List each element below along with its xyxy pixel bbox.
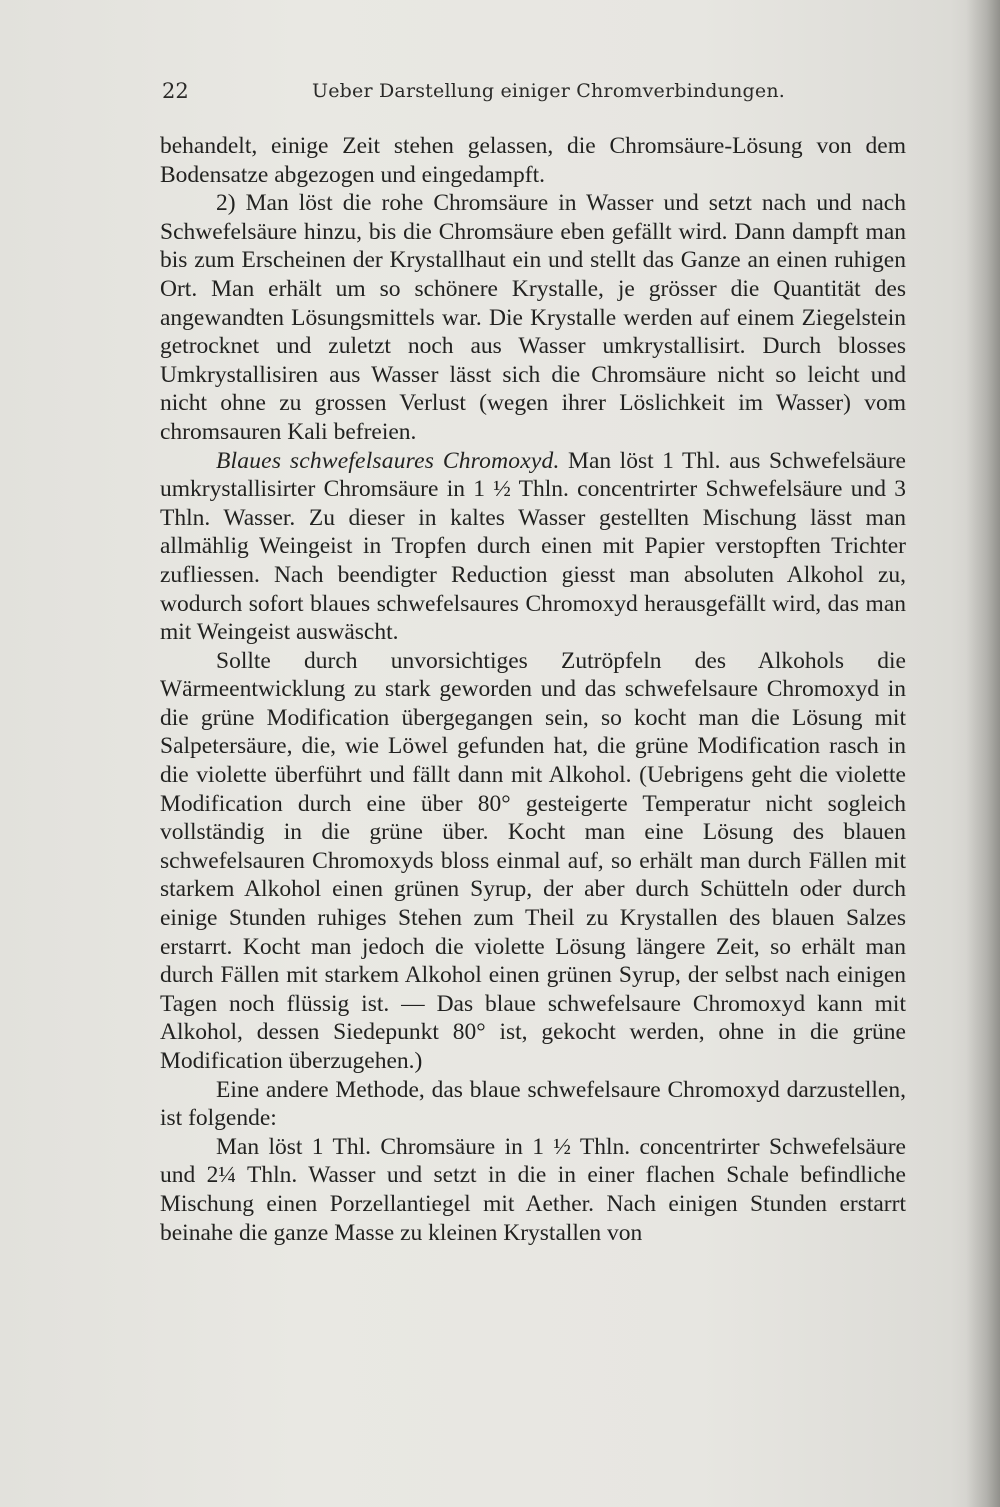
running-title: Ueber Darstellung einiger Chromverbindungen. [312,80,786,102]
paragraph: behandelt, einige Zeit stehen gelassen, die Chromsäure-Lösung von dem Bodensatze abgezogen und eingedampft. [160,133,906,188]
page-header [162,74,922,108]
paragraph: Eine andere Methode, das blaue schwefelsaure Chromoxyd darzustellen, ist folgende: [160,1076,906,1132]
paragraph: Man löst 1 Thl. Chromsäure in 1 ½ Thln. concentrirter Schwefelsäure und 2¼ Thln. Wasser und setzt in die in einer flachen Schale befindliche Mischung einen Porzellantiegel mit Aether. Nach einigen Stunden erstarrt beinahe die ganze Masse zu kleinen Krystallen von [160,1133,906,1246]
body-text [160,132,906,1247]
paragraph: Sollte durch unvorsichtiges Zutröpfeln des Alkohols die Wärmeentwicklung zu stark geworden und das schwefelsaure Chromoxyd in die grüne Modification übergegangen sein, so kocht man die Lösung mit Salpetersäure, die, wie Löwel gefunden hat, die grüne Modification rasch in die violette überführt und fällt dann mit Alkohol. (Uebrigens geht die violette Modification durch eine über 80° gesteigerte Temperatur nicht sogleich vollständig in die grüne über. Kocht man eine Lösung des blauen schwefelsauren Chromoxyds bloss einmal auf, so erhält man durch Fällen mit starkem Alkohol einen grünen Syrup, der aber durch Schütteln oder durch einige Stunden ruhiges Stehen zum Theil zu Krystallen des blauen Salzes erstarrt. Kocht man jedoch die violette Lösung längere Zeit, so erhält man durch Fällen mit starkem Alkohol einen grünen Syrup, der selbst nach einigen Tagen noch flüssig ist. — Das blaue schwefelsaure Chromoxyd kann mit Alkohol, dessen Siedepunkt 80° ist, gekocht werden, ohne in die grüne Modification überzugehen.) [160,647,906,1074]
paragraph-text: Man löst 1 Thl. aus Schwefelsäure umkrystallisirter Chromsäure in 1 ½ Thln. concentrirter Schwefelsäure und 3 Thln. Wasser. Zu dieser in kaltes Wasser gestellten Mischung lässt man allmählig Weingeist in Tropfen durch einen mit Papier verstopften Trichter zufliessen. Nach beendigter Reduction giesst man absoluten Alkohol zu, wodurch sofort blaues schwefelsaures Chromoxyd herausgefällt wird, das man mit Weingeist auswäscht. [160,447,906,646]
section-heading: Blaues schwefelsaures Chromoxyd. [216,447,560,474]
page-number: 22 [162,79,189,103]
paragraph: 2) Man löst die rohe Chromsäure in Wasser und setzt nach und nach Schwefelsäure hinzu, bis die Chromsäure eben gefällt wird. Dann dampft man bis zum Erscheinen der Krystallhaut ein und stellt das Ganze an einen ruhigen Ort. Man erhält um so schönere Krystalle, je grösser die Quantität des angewandten Lösungsmittels war. Die Krystalle werden auf einem Ziegelstein getrocknet und zuletzt noch aus Wasser umkrystallisirt. Durch blosses Umkrystallisiren aus Wasser lässt sich die Chromsäure nicht so leicht und nicht ohne zu grossen Verlust (wegen ihrer Löslichkeit im Wasser) vom chromsauren Kali befreien. [160,190,906,445]
page-edge-shadow [966,0,1000,1507]
paragraph [160,447,906,647]
